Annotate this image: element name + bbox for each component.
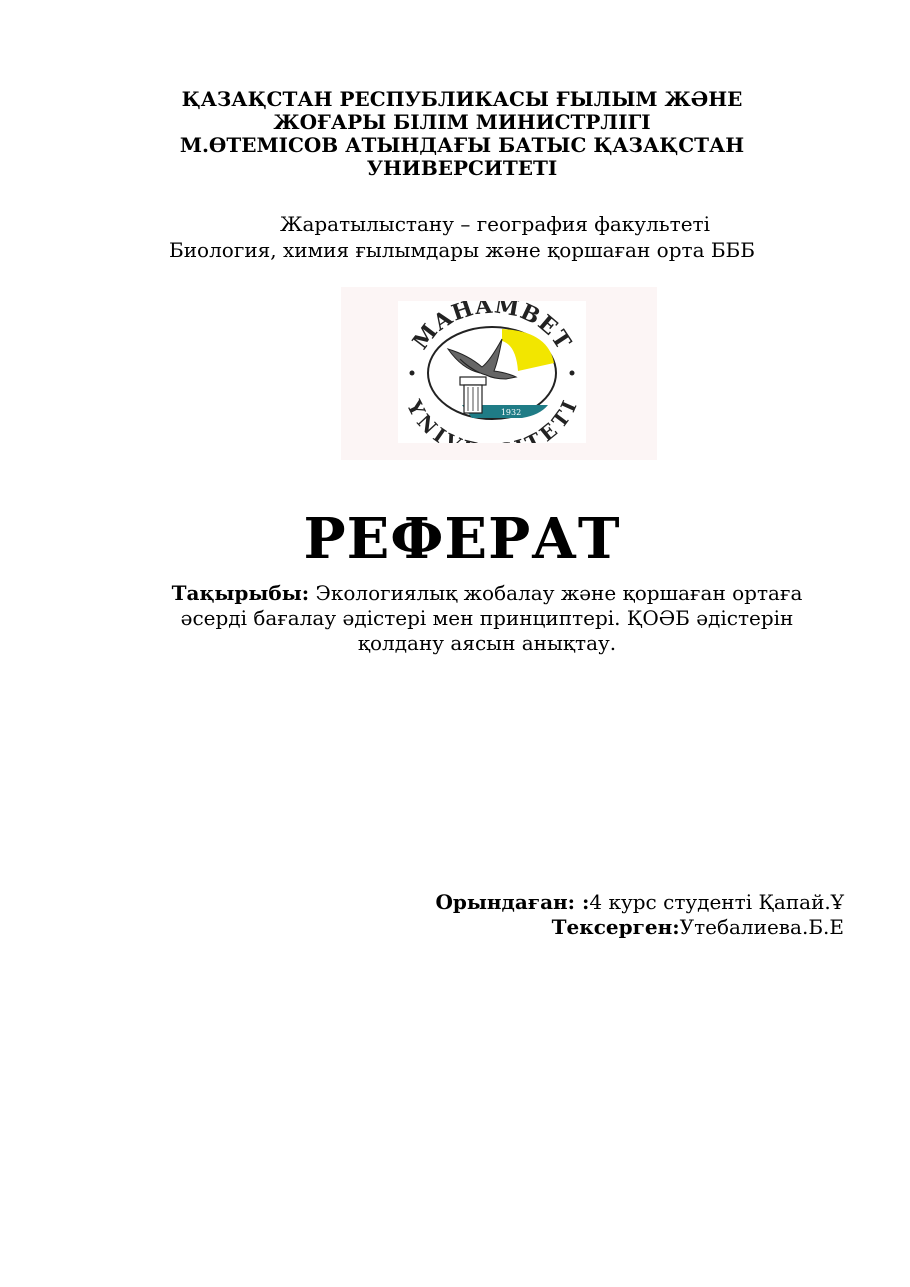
university-emblem-icon: [398, 301, 586, 443]
topic-block: [140, 581, 834, 656]
topic-line-2: әсерді бағалау әдістері мен принциптері. ҚОӘБ әдістерін: [180, 606, 794, 630]
topic-label: Тақырыбы:: [171, 581, 310, 605]
checker-line: [552, 915, 844, 940]
header-line-4: УНИВЕРСИТЕТІ: [366, 156, 558, 180]
topic-line-3: қолдану аясын анықтау.: [357, 631, 617, 655]
performer-label: Орындаған: :: [435, 890, 590, 914]
header-line-2: ЖОҒАРЫ БІЛІМ МИНИСТРЛІГІ: [273, 110, 651, 134]
logo-top-text: MAHAMBET: [407, 301, 577, 355]
header-line-1: ҚАЗАҚСТАН РЕСПУБЛИКАСЫ ҒЫЛЫМ ЖӘНЕ: [181, 87, 743, 111]
header-line-3: М.ӨТЕМІСОВ АТЫНДАҒЫ БАТЫС ҚАЗАҚСТАН: [179, 133, 745, 157]
checker-value: Утебалиева.Б.Е: [679, 915, 844, 939]
document-title: РЕФЕРАТ: [303, 506, 621, 572]
department-name: Биология, химия ғылымдары және қоршаған орта БББ: [169, 238, 755, 262]
university-logo-frame: [341, 287, 657, 460]
topic-text-1: Экологиялық жобалау және қоршаған ортаға: [309, 581, 803, 605]
logo-year: 1932: [500, 408, 522, 417]
performer-line: [435, 890, 844, 915]
checker-label: Тексерген:: [551, 915, 680, 939]
ministry-header: [100, 88, 824, 180]
performer-value: 4 курс студенті Қапай.Ұ: [589, 890, 844, 914]
faculty-name: Жаратылыстану – география факультеті: [279, 212, 711, 236]
logo-bottom-text: YNIV TETI: [402, 396, 582, 443]
topic-line-1: [140, 581, 834, 606]
university-logo: [398, 301, 586, 443]
